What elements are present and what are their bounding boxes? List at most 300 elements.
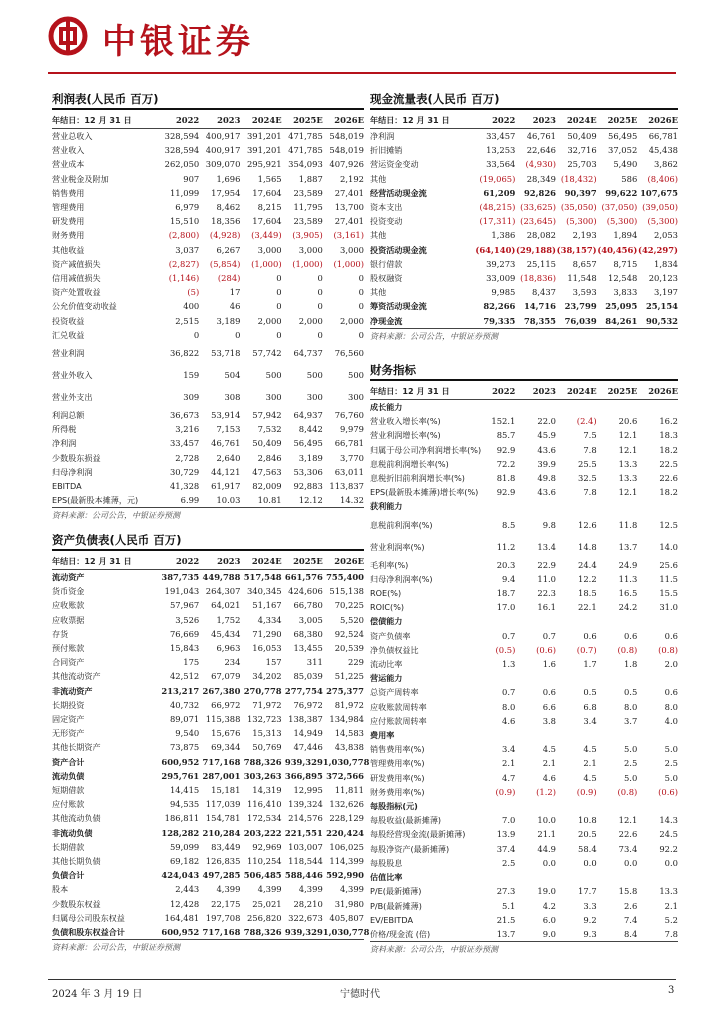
row-value: 11.5 (659, 573, 678, 584)
year-column-header: 2025E (282, 112, 323, 129)
row-value: 33,564 (486, 159, 516, 170)
row-label: 获利能力 (370, 501, 403, 512)
row-label: 归母净利润率(%) (370, 573, 433, 584)
row-value: 138,387 (288, 714, 323, 725)
row-value: 407,926 (329, 159, 364, 170)
row-value: 11.0 (537, 573, 557, 584)
balance-sheet (52, 531, 370, 956)
table-row (52, 811, 364, 825)
table-row (52, 214, 364, 228)
table-row (52, 422, 364, 436)
row-value: 82,009 (252, 481, 282, 492)
row-value: 37.4 (496, 843, 516, 854)
row-value: 6.0 (542, 914, 557, 925)
row-value: 2,000 (340, 315, 364, 326)
row-value: 9.2 (583, 914, 597, 925)
row-value: (18,432) (560, 173, 597, 184)
row-value: 0 (276, 301, 282, 312)
row-value: 70,225 (334, 600, 364, 611)
row-value: 33,457 (486, 131, 516, 141)
row-label: 营业利润 (52, 348, 85, 359)
row-value: (0.9) (495, 786, 516, 797)
table-row (52, 712, 364, 726)
row-value: (40,456) (597, 244, 638, 255)
row-label: 营业成本 (52, 159, 85, 170)
row-value: 1.7 (583, 659, 597, 670)
row-value: 12.1 (618, 487, 638, 498)
row-value: 8,462 (216, 202, 241, 213)
row-label: 资产减值损失 (52, 258, 101, 269)
row-value: 21.1 (537, 829, 557, 840)
row-value: 1,887 (298, 173, 323, 184)
row-value: 3,000 (340, 244, 364, 255)
row-value: 92.2 (659, 843, 678, 854)
table-row (370, 228, 678, 242)
row-value: 103,007 (288, 841, 323, 852)
table-row (370, 129, 678, 144)
row-label: 股本 (52, 884, 69, 895)
row-value: 515,138 (329, 586, 364, 597)
row-value: 89,071 (169, 714, 200, 725)
row-label: 投资变动 (370, 216, 403, 227)
table-row (52, 911, 364, 925)
income-table (52, 112, 364, 507)
row-value: 424,606 (288, 586, 323, 597)
financial-metrics (370, 361, 678, 958)
row-value: 132,626 (329, 799, 364, 810)
row-value: 4,399 (298, 884, 323, 895)
row-label: 其他长期负债 (52, 856, 101, 867)
row-value: 3.8 (542, 715, 557, 726)
row-value: 14.0 (659, 541, 678, 552)
row-value: 4.6 (502, 715, 516, 726)
row-label: 其他长期资产 (52, 742, 101, 753)
year-end-label: 年结日：12 月 31 日 (370, 383, 475, 400)
table-row (52, 740, 364, 754)
row-value (556, 799, 597, 813)
year-column-header: 2024E (556, 112, 597, 129)
row-value: 300 (306, 392, 323, 403)
table-row (370, 485, 678, 499)
row-value: 20,123 (648, 273, 678, 284)
row-value: 2,000 (257, 315, 282, 326)
row-value: 57,967 (169, 600, 200, 611)
row-value: (37,050) (601, 202, 638, 213)
row-value: 50,409 (567, 131, 597, 141)
row-value: 39,273 (486, 258, 516, 269)
row-value: 6.6 (542, 701, 557, 712)
row-value: 6.99 (180, 495, 200, 506)
row-value: 6,979 (175, 202, 200, 213)
row-label: 经营活动现金流 (370, 187, 427, 198)
row-value: 0 (358, 301, 364, 312)
row-value: 9,979 (340, 424, 364, 435)
row-label: 营业收入 (52, 145, 85, 156)
row-label: 每股收益(最新摊薄) (370, 815, 442, 826)
row-value: 18.2 (659, 444, 678, 455)
row-value: 132,723 (246, 714, 282, 725)
year-column-header: 2026E (637, 383, 678, 400)
row-value (515, 499, 556, 513)
row-value: 34,202 (252, 671, 282, 682)
row-value: 24.4 (578, 559, 597, 570)
row-label: 少数股东损益 (52, 452, 101, 463)
row-value: 46,761 (526, 131, 557, 141)
table-row (52, 882, 364, 896)
row-value: 92,969 (252, 841, 282, 852)
table-row (370, 271, 678, 285)
year-column-header: 2026E (637, 112, 678, 129)
row-label: 销售费用 (52, 187, 85, 198)
row-value: 449,788 (202, 572, 241, 582)
row-label: 流动比率 (370, 659, 403, 670)
table-row (370, 813, 678, 827)
row-value (475, 614, 516, 628)
row-value: 2,193 (572, 230, 597, 241)
row-label: 营业利润率(%) (370, 541, 425, 552)
row-value: 328,594 (164, 145, 200, 156)
row-value: 14.8 (578, 541, 597, 552)
row-label: 总资产周转率 (370, 687, 419, 698)
row-value: 66,780 (293, 600, 323, 611)
row-value: 9,985 (491, 287, 516, 298)
row-value: 354,093 (288, 159, 323, 170)
row-value: 28,349 (526, 173, 557, 184)
row-value: 10.03 (216, 495, 241, 506)
row-value: 63,011 (334, 466, 364, 477)
table-row (52, 698, 364, 712)
row-value: 42,512 (169, 671, 200, 682)
header-rule (48, 72, 676, 74)
row-value: 7,532 (257, 424, 282, 435)
row-value: 28,210 (293, 898, 323, 909)
row-value: 0.0 (583, 857, 597, 868)
row-value: 661,576 (284, 572, 323, 582)
row-value: 0.5 (623, 687, 638, 698)
row-value: 0 (235, 329, 241, 340)
row-value: 20,539 (334, 643, 364, 654)
row-value (475, 499, 516, 513)
row-value: 16.1 (537, 602, 557, 613)
table-row (370, 884, 678, 898)
row-value: 517,548 (243, 572, 282, 582)
row-value: 717,168 (202, 927, 241, 938)
row-value: 13.7 (618, 541, 638, 552)
row-label: EPS(最新股本摊薄，元) (52, 495, 139, 506)
row-label: 其他 (370, 287, 387, 298)
row-label: 净利润 (370, 131, 395, 141)
row-value: 67,079 (211, 671, 241, 682)
table-row (52, 129, 364, 144)
row-value: 4.5 (583, 772, 597, 783)
row-value: 592,990 (326, 870, 364, 881)
row-label: 销售费用率(%) (370, 744, 425, 755)
row-label: 息税折旧前利润增长率(%) (370, 473, 465, 484)
table-row (52, 465, 364, 479)
row-value: 11.3 (618, 573, 638, 584)
row-value: 81.8 (496, 473, 516, 484)
table-row (52, 669, 364, 683)
row-value: 2,515 (175, 315, 200, 326)
row-value: 500 (306, 370, 323, 381)
row-value: 2,000 (298, 315, 323, 326)
row-value: 22.5 (659, 458, 678, 469)
year-column-header: 2024E (240, 553, 281, 570)
row-value: 0 (276, 329, 282, 340)
row-value: 262,050 (164, 159, 200, 170)
metrics-title: 财务指标 (370, 361, 678, 381)
row-value: 270,778 (243, 685, 282, 696)
row-value: 22.0 (537, 416, 557, 427)
row-label: 应付账款周转率 (370, 715, 427, 726)
table-row (370, 243, 678, 257)
row-value: 0 (317, 301, 323, 312)
row-value: 139,324 (288, 799, 323, 810)
row-value: 5,520 (340, 614, 364, 625)
table-row (52, 386, 364, 408)
table-row (370, 785, 678, 799)
row-value: (3,161) (333, 230, 364, 241)
row-value: 106,025 (329, 841, 364, 852)
row-value: 30,729 (169, 466, 200, 477)
row-value: 0 (358, 287, 364, 298)
row-value: 328,594 (164, 131, 200, 141)
table-row (52, 257, 364, 271)
year-column-header: 2026E (323, 553, 364, 570)
metrics-source: 资料来源：公司公告，中银证券预测 (370, 941, 678, 958)
row-value: 4.6 (542, 772, 557, 783)
row-value: (5,300) (647, 216, 678, 227)
row-value: 7.8 (583, 444, 597, 455)
row-value: 5,490 (613, 159, 638, 170)
row-value (637, 499, 678, 513)
balance-title: 资产负债表(人民币 百万) (52, 531, 364, 551)
row-label: 非流动资产 (52, 685, 93, 696)
row-value: 76,039 (564, 315, 597, 326)
row-value: 2,846 (257, 452, 282, 463)
table-row (370, 600, 678, 614)
row-value: 13.7 (496, 928, 516, 939)
row-label: 偿债能力 (370, 616, 403, 627)
row-value: 2.1 (583, 758, 597, 769)
row-value: 3.4 (583, 715, 597, 726)
row-value: 295,921 (246, 159, 282, 170)
row-value: 0 (317, 329, 323, 340)
row-value: 234 (224, 657, 241, 668)
row-value: 116,410 (246, 799, 282, 810)
row-label: 公允价值变动收益 (52, 301, 117, 312)
table-row (52, 897, 364, 911)
row-value: 8,442 (298, 424, 323, 435)
row-value: 15.8 (618, 886, 638, 897)
row-value: 11,811 (334, 785, 364, 796)
row-value: 18,356 (211, 216, 241, 227)
table-row (370, 214, 678, 228)
row-value: 20.5 (578, 829, 597, 840)
row-value: (1,000) (292, 258, 323, 269)
row-value (597, 870, 638, 884)
row-label: 非流动负债 (52, 827, 93, 838)
table-row (370, 314, 678, 328)
row-value: 2,640 (216, 452, 241, 463)
row-value: 295,761 (161, 770, 200, 781)
table-row (370, 443, 678, 457)
row-value: 32,716 (567, 145, 597, 156)
table-row (52, 783, 364, 797)
row-value: 13,700 (334, 202, 364, 213)
row-value: 20.3 (496, 559, 516, 570)
table-row (52, 271, 364, 285)
row-label: 货币资金 (52, 586, 85, 597)
row-value: (5,300) (606, 216, 638, 227)
row-value: 9.3 (583, 928, 597, 939)
table-row (370, 700, 678, 714)
year-end-label: 年结日：12 月 31 日 (52, 553, 158, 570)
row-value (637, 400, 678, 415)
cashflow-table (370, 112, 678, 328)
row-label: 归属母公司股东权益 (52, 912, 125, 923)
row-value: 11,548 (567, 273, 597, 284)
metrics-table (370, 383, 678, 941)
row-value (556, 614, 597, 628)
row-value: 36,673 (169, 410, 200, 421)
row-label: EV/EBITDA (370, 914, 414, 925)
row-value: 2,443 (175, 884, 200, 895)
row-label: 资产合计 (52, 756, 85, 767)
row-value (475, 671, 516, 685)
row-label: 研发费用 (52, 216, 85, 227)
row-value: 500 (348, 370, 364, 381)
row-value: 0.7 (542, 630, 557, 641)
row-value: 0.0 (542, 857, 557, 868)
row-value: 46 (229, 301, 241, 312)
table-row (52, 328, 364, 342)
row-value: 25,095 (605, 301, 638, 312)
footer-page-number: 3 (668, 985, 675, 996)
row-value: 10.0 (537, 815, 557, 826)
year-column-header: 2022 (158, 112, 199, 129)
row-value: 50,409 (252, 438, 282, 449)
row-value: 8.4 (623, 928, 638, 939)
row-value: 400,917 (205, 131, 241, 141)
row-value: 110,254 (246, 856, 282, 867)
row-label: 每股经营现金流(最新摊薄) (370, 829, 466, 840)
row-value: 506,485 (243, 870, 282, 881)
row-value: 23,589 (293, 187, 323, 198)
row-value: 277,754 (284, 685, 323, 696)
row-label: 筹资活动现金流 (370, 301, 427, 312)
row-value: 755,400 (326, 572, 364, 582)
row-value: 586 (621, 173, 638, 184)
row-label: 汇兑收益 (52, 329, 85, 340)
row-value (515, 728, 556, 742)
table-row (370, 157, 678, 171)
row-value: 14,583 (334, 728, 364, 739)
row-label: 其他 (370, 230, 387, 241)
row-value: 1,386 (491, 230, 516, 241)
row-value: 46,761 (211, 438, 241, 449)
row-value: 18.3 (659, 430, 678, 441)
row-value: 3.3 (583, 900, 597, 911)
row-label: 长期投资 (52, 699, 85, 710)
table-row (52, 299, 364, 313)
row-value: 71,290 (252, 628, 282, 639)
row-label: 营业外支出 (52, 392, 93, 403)
row-value: 23,589 (293, 216, 323, 227)
row-value: 8,657 (572, 258, 597, 269)
row-label: 资产负债率 (370, 630, 411, 641)
row-value: 25,703 (567, 159, 597, 170)
row-value: 3,833 (613, 287, 638, 298)
row-value: 15,843 (169, 643, 200, 654)
row-value: 0.6 (664, 630, 678, 641)
year-column-header: 2023 (199, 112, 240, 129)
row-value: 400 (183, 301, 200, 312)
row-value: 2.1 (542, 758, 557, 769)
row-value: 221,551 (284, 827, 323, 838)
balance-table (52, 553, 370, 939)
row-value: 2.6 (623, 900, 638, 911)
row-value: 3,862 (654, 159, 678, 170)
row-value: 44,121 (211, 466, 241, 477)
row-value: 45,438 (648, 145, 678, 156)
row-value: 24.2 (618, 602, 638, 613)
row-value: 1,030,778 (322, 756, 370, 767)
row-value: 44.9 (537, 843, 557, 854)
row-label: 营运资金变动 (370, 159, 419, 170)
row-value: 27,401 (334, 187, 364, 198)
income-title: 利润表(人民币 百万) (52, 90, 364, 110)
row-value: (42,297) (638, 244, 678, 255)
table-row (370, 728, 678, 742)
row-value: 267,380 (202, 685, 241, 696)
row-value (556, 400, 597, 415)
row-label: 少数股东权益 (52, 898, 101, 909)
row-value: 13,253 (486, 145, 516, 156)
row-value: 61,209 (483, 187, 516, 198)
row-value: (0.6) (536, 644, 557, 655)
row-value: 391,201 (246, 131, 282, 141)
row-value: (5) (187, 287, 200, 298)
year-end-label: 年结日：12 月 31 日 (52, 112, 158, 129)
row-value: (18,836) (520, 273, 557, 284)
row-value: 114,399 (329, 856, 364, 867)
row-value: 90,397 (564, 187, 597, 198)
row-value: 13.9 (496, 829, 516, 840)
row-value: 9.4 (502, 573, 516, 584)
row-value: 3.4 (502, 744, 516, 755)
row-value: 21.5 (496, 914, 516, 925)
row-value: 76,760 (334, 410, 364, 421)
row-value: 2.5 (502, 857, 516, 868)
year-column-header: 2023 (515, 383, 556, 400)
table-row (52, 598, 364, 612)
row-value: 17.7 (578, 886, 597, 897)
table-row (370, 842, 678, 856)
cashflow-statement (370, 90, 678, 345)
row-value: 8.0 (502, 701, 516, 712)
table-row (370, 756, 678, 770)
row-value: 16.5 (618, 588, 638, 599)
row-value: 275,377 (326, 685, 364, 696)
row-value: 49.8 (537, 473, 557, 484)
row-value: (39,050) (642, 202, 678, 213)
table-row (370, 742, 678, 756)
row-value: 13,455 (293, 643, 323, 654)
row-value: 13.4 (537, 541, 557, 552)
row-label: 营业外收入 (52, 370, 93, 381)
row-value: 12.12 (298, 495, 323, 506)
